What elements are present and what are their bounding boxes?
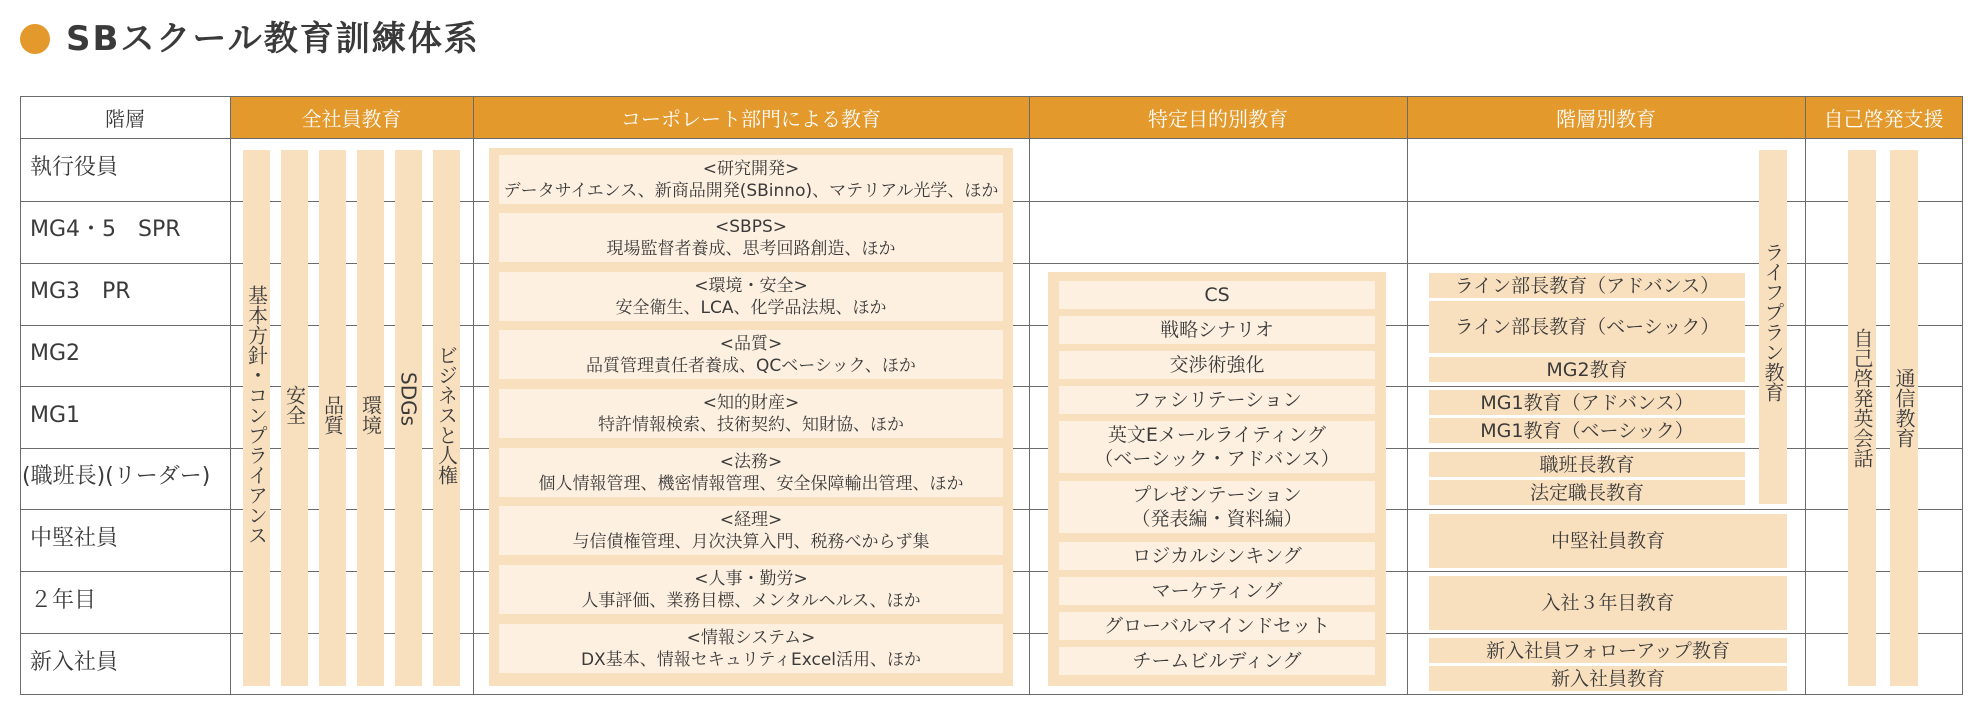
all-staff-bar bbox=[433, 150, 460, 686]
level-label: 中堅社員 bbox=[30, 526, 119, 551]
hierarchical-item: 職班長教育 bbox=[1429, 452, 1745, 477]
corporate-item bbox=[499, 213, 1003, 262]
title-bullet-icon bbox=[20, 24, 50, 54]
level-label: MG4・5 SPR bbox=[30, 217, 181, 242]
hierarchical-item: MG1教育（アドバンス） bbox=[1429, 390, 1745, 415]
corporate-item-head: <品質> bbox=[719, 333, 783, 354]
life-plan-label: ライフプラン教育 bbox=[1761, 242, 1785, 402]
corporate-item-head: <経理> bbox=[719, 509, 783, 530]
page-title: SBスクール教育訓練体系 bbox=[66, 19, 480, 59]
self-dev-bar-label: 通信教育 bbox=[1892, 368, 1916, 448]
corporate-item-detail: 人事評価、業務目標、メンタルヘルス、ほか bbox=[581, 590, 921, 611]
grid-line bbox=[20, 96, 21, 695]
all-staff-bar bbox=[281, 150, 308, 686]
corporate-item-detail: データサイエンス、新商品開発(SBinno)、マテリアル光学、ほか bbox=[503, 180, 999, 201]
corporate-item-head: <環境・安全> bbox=[694, 275, 808, 296]
all-staff-bar bbox=[357, 150, 384, 686]
hierarchical-item: MG2教育 bbox=[1429, 357, 1745, 382]
all-staff-bar-label: 品質 bbox=[320, 395, 345, 435]
header-self-development: 自己啓発支援 bbox=[1805, 96, 1962, 138]
level-label: (職班長)(リーダー) bbox=[22, 464, 211, 489]
hierarchical-item: 新入社員フォローアップ教育 bbox=[1429, 638, 1787, 663]
life-plan-bar bbox=[1759, 150, 1787, 504]
grid-line bbox=[1805, 96, 1806, 695]
corporate-item-detail: 品質管理責任者養成、QCベーシック、ほか bbox=[586, 355, 916, 376]
specific-item: ファシリテーション bbox=[1059, 386, 1375, 414]
corporate-item-head: <知的財産> bbox=[702, 392, 800, 413]
specific-item: CS bbox=[1059, 281, 1375, 309]
specific-item: 戦略シナリオ bbox=[1059, 316, 1375, 344]
corporate-item-detail: 現場監督者養成、思考回路創造、ほか bbox=[606, 238, 896, 259]
grid-line bbox=[1029, 96, 1030, 695]
corporate-item-head: <研究開発> bbox=[702, 158, 800, 179]
header-all-staff: 全社員教育 bbox=[230, 96, 473, 138]
corporate-item-detail: 安全衛生、LCA、化学品法規、ほか bbox=[615, 297, 887, 318]
corporate-item-head: <法務> bbox=[719, 451, 783, 472]
header-specific: 特定目的別教育 bbox=[1029, 96, 1407, 138]
all-staff-bar-label: 基本方針・コンプライアンス bbox=[244, 285, 269, 545]
hierarchical-item: ライン部長教育（ベーシック） bbox=[1429, 301, 1745, 353]
header-corporate: コーポレート部門による教育 bbox=[473, 96, 1029, 138]
hierarchical-item: 新入社員教育 bbox=[1429, 666, 1787, 691]
self-dev-bar bbox=[1890, 150, 1918, 686]
hierarchical-item: ライン部長教育（アドバンス） bbox=[1429, 273, 1745, 298]
corporate-item bbox=[499, 506, 1003, 555]
hierarchical-item: MG1教育（ベーシック） bbox=[1429, 418, 1745, 443]
corporate-item-head: <人事・勤労> bbox=[694, 568, 808, 589]
corporate-item bbox=[499, 448, 1003, 497]
self-dev-bar-label: 自己啓発英会話 bbox=[1850, 328, 1874, 468]
all-staff-bar bbox=[243, 150, 270, 686]
specific-item: プレゼンテーション （発表編・資料編） bbox=[1059, 481, 1375, 533]
specific-item: 英文Eメールライティング （ベーシック・アドバンス） bbox=[1059, 421, 1375, 473]
hierarchical-item: 法定職長教育 bbox=[1429, 480, 1745, 505]
self-dev-bar bbox=[1848, 150, 1876, 686]
corporate-item bbox=[499, 624, 1003, 673]
grid-line bbox=[230, 96, 231, 695]
level-label: MG1 bbox=[30, 403, 81, 428]
hierarchical-item: 入社３年目教育 bbox=[1429, 576, 1787, 630]
corporate-item-detail: 個人情報管理、機密情報管理、安全保障輸出管理、ほか bbox=[538, 473, 964, 494]
grid-line bbox=[1407, 96, 1408, 695]
corporate-item bbox=[499, 330, 1003, 379]
corporate-item-head: <SBPS> bbox=[715, 216, 787, 237]
grid-line bbox=[20, 138, 1962, 139]
grid-line bbox=[20, 96, 1962, 97]
all-staff-bar-label: 環境 bbox=[358, 395, 383, 435]
specific-item: ロジカルシンキング bbox=[1059, 542, 1375, 570]
corporate-item bbox=[499, 272, 1003, 321]
grid-line bbox=[473, 96, 474, 695]
all-staff-bar-label: SDGs bbox=[396, 372, 421, 427]
header-hierarchical: 階層別教育 bbox=[1407, 96, 1805, 138]
all-staff-bar bbox=[319, 150, 346, 686]
level-label: MG2 bbox=[30, 341, 81, 366]
all-staff-bar-label: ビジネスと人権 bbox=[434, 345, 459, 485]
corporate-item-detail: DX基本、情報セキュリティExcel活用、ほか bbox=[580, 649, 922, 670]
all-staff-bar bbox=[395, 150, 422, 686]
all-staff-bar-label: 安全 bbox=[282, 385, 307, 425]
corporate-item-detail: 特許情報検索、技術契約、知財協、ほか bbox=[598, 414, 904, 435]
grid-line bbox=[20, 694, 1962, 695]
corporate-item bbox=[499, 389, 1003, 438]
corporate-item bbox=[499, 565, 1003, 614]
corporate-item-detail: 与信債権管理、月次決算入門、税務べからず集 bbox=[572, 531, 930, 552]
specific-item: チームビルディング bbox=[1059, 647, 1375, 675]
level-label: ２年目 bbox=[30, 588, 97, 613]
specific-item: マーケティング bbox=[1059, 577, 1375, 605]
level-label: 執行役員 bbox=[30, 155, 119, 180]
grid-line bbox=[1962, 96, 1963, 695]
corporate-item bbox=[499, 155, 1003, 204]
header-level: 階層 bbox=[20, 96, 230, 138]
level-label: MG3 PR bbox=[30, 279, 131, 304]
level-label: 新入社員 bbox=[30, 650, 119, 675]
corporate-item-head: <情報システム> bbox=[686, 627, 816, 648]
hierarchical-item: 中堅社員教育 bbox=[1429, 514, 1787, 568]
specific-item: グローバルマインドセット bbox=[1059, 612, 1375, 640]
specific-item: 交渉術強化 bbox=[1059, 351, 1375, 379]
